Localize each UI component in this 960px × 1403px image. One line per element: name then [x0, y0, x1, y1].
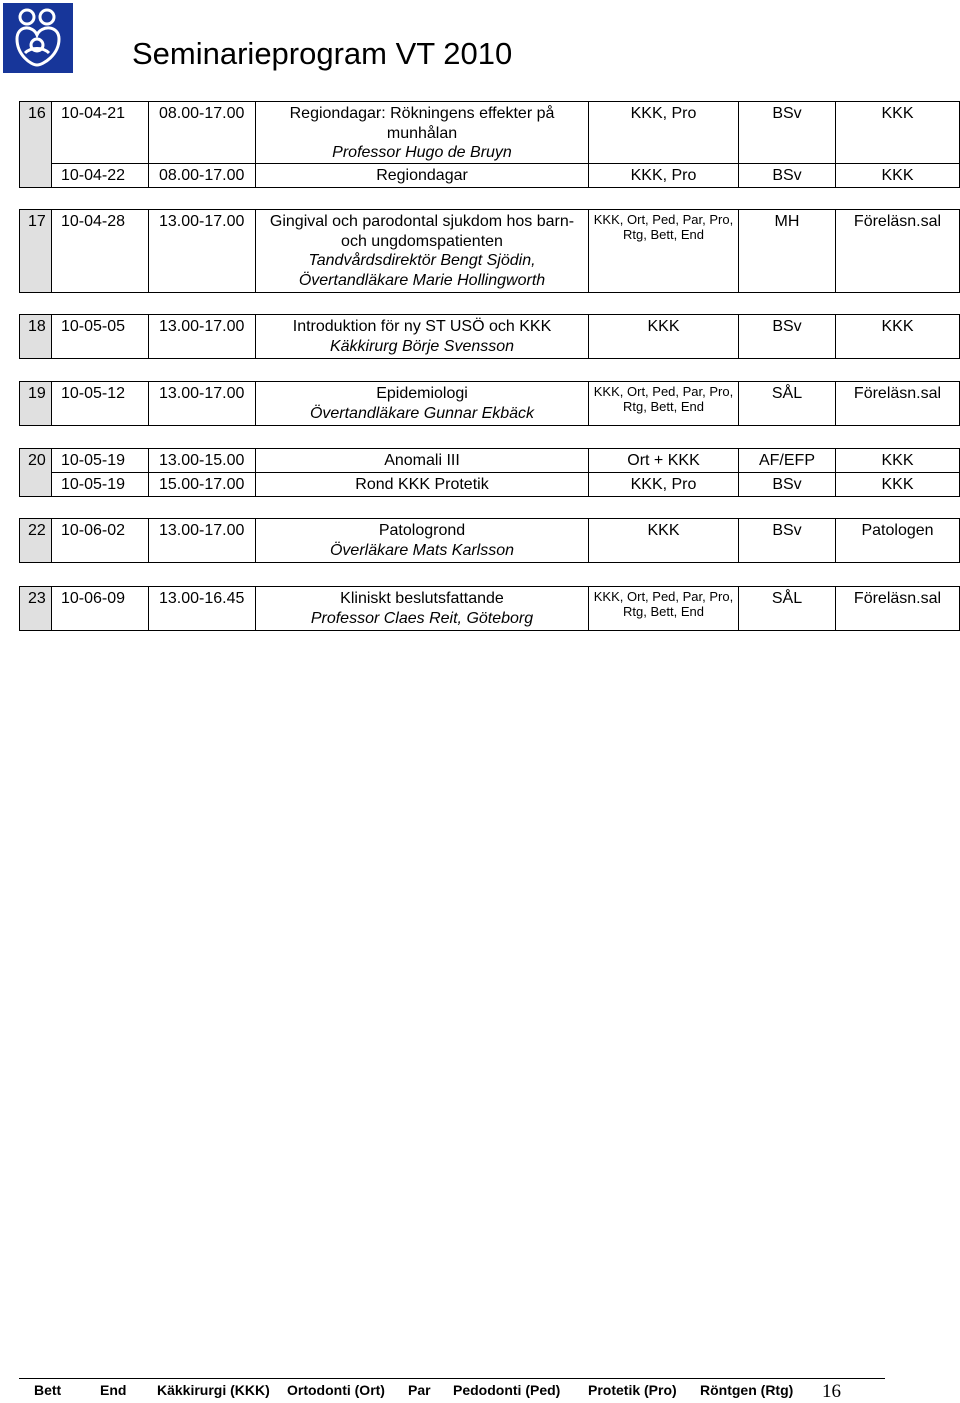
- legend-item: End: [100, 1382, 127, 1398]
- session-place: KKK: [836, 102, 960, 164]
- table-row: [20, 210, 960, 293]
- legend-item: Käkkirurgi (KKK): [157, 1382, 270, 1398]
- session-date: 10-05-19: [52, 473, 149, 497]
- topic-line: Anomali III: [384, 452, 460, 469]
- session-place: KKK: [836, 163, 960, 187]
- speaker-line: Övertandläkare Gunnar Ekbäck: [309, 404, 535, 422]
- topic-line: Regiondagar: Rökningens effekter på: [289, 105, 555, 122]
- session-responsible: SÅL: [739, 382, 836, 426]
- session-place: Föreläsn.sal: [836, 382, 960, 426]
- speaker-line: Käkkirurg Börje Svensson: [329, 337, 515, 355]
- session-topic: [256, 519, 589, 563]
- topic-line: Rond KKK Protetik: [355, 476, 489, 493]
- session-number: 23: [20, 587, 52, 631]
- session-topic: [256, 163, 589, 187]
- session-place: KKK: [836, 315, 960, 359]
- session-group: KKK: [589, 315, 739, 359]
- session-table: [19, 586, 960, 631]
- session-place: Föreläsn.sal: [836, 587, 960, 631]
- session-table: [19, 209, 960, 293]
- session-time: 13.00-17.00: [149, 519, 256, 563]
- topic-line: Patologrond: [378, 522, 466, 539]
- footer-rule: [19, 1378, 885, 1379]
- session-date: 10-04-28: [52, 210, 149, 293]
- session-number: 18: [20, 315, 52, 359]
- speaker-line: Professor Claes Reit, Göteborg: [310, 609, 534, 627]
- speaker-line: Överläkare Mats Karlsson: [329, 541, 515, 559]
- session-responsible: BSv: [739, 163, 836, 187]
- session-topic: [256, 473, 589, 497]
- session-date: 10-05-12: [52, 382, 149, 426]
- session-number: 17: [20, 210, 52, 293]
- session-group: KKK, Ort, Ped, Par, Pro, Rtg, Bett, End: [589, 587, 739, 631]
- session-topic: [256, 102, 589, 164]
- session-group: KKK, Ort, Ped, Par, Pro, Rtg, Bett, End: [589, 382, 739, 426]
- table-row: [20, 163, 960, 187]
- people-hug-logo-icon: [3, 3, 73, 73]
- topic-line: Introduktion för ny ST USÖ och KKK: [292, 318, 552, 335]
- legend-item: Par: [408, 1382, 431, 1398]
- session-group: KKK, Pro: [589, 102, 739, 164]
- session-time: 13.00-17.00: [149, 382, 256, 426]
- session-responsible: SÅL: [739, 587, 836, 631]
- speaker-line: Tandvårdsdirektör Bengt Sjödin,: [308, 252, 536, 269]
- session-number: 19: [20, 382, 52, 426]
- session-topic: [256, 210, 589, 293]
- session-date: 10-04-22: [52, 163, 149, 187]
- session-responsible: BSv: [739, 315, 836, 359]
- logo: [3, 3, 73, 73]
- session-topic: [256, 587, 589, 631]
- speaker-line: Övertandläkare Marie Hollingworth: [298, 271, 546, 289]
- session-group: KKK, Pro: [589, 163, 739, 187]
- session-place: Föreläsn.sal: [836, 210, 960, 293]
- session-time: 13.00-16.45: [149, 587, 256, 631]
- legend-item: Röntgen (Rtg): [700, 1382, 794, 1398]
- session-date: 10-05-19: [52, 449, 149, 473]
- session-table: [19, 381, 960, 426]
- session-time: 08.00-17.00: [149, 102, 256, 164]
- session-number: 20: [20, 449, 52, 497]
- session-responsible: MH: [739, 210, 836, 293]
- session-group: KKK, Pro: [589, 473, 739, 497]
- session-responsible: BSv: [739, 519, 836, 563]
- topic-line: munhålan: [386, 124, 458, 142]
- topic-line: och ungdomspatienten: [341, 232, 503, 250]
- table-row: [20, 473, 960, 497]
- session-group: KKK: [589, 519, 739, 563]
- session-number: 22: [20, 519, 52, 563]
- session-time: 13.00-17.00: [149, 315, 256, 359]
- table-row: [20, 102, 960, 164]
- session-place: KKK: [836, 473, 960, 497]
- session-date: 10-06-09: [52, 587, 149, 631]
- session-topic: [256, 382, 589, 426]
- session-topic: [256, 315, 589, 359]
- session-time: 13.00-15.00: [149, 449, 256, 473]
- session-group: KKK, Ort, Ped, Par, Pro, Rtg, Bett, End: [589, 210, 739, 293]
- session-time: 15.00-17.00: [149, 473, 256, 497]
- legend-item: Pedodonti (Ped): [453, 1382, 561, 1398]
- topic-line: Regiondagar: [376, 166, 468, 184]
- session-table: [19, 518, 960, 563]
- page-number: 16: [822, 1381, 841, 1402]
- session-responsible: BSv: [739, 102, 836, 164]
- legend-item: Bett: [34, 1382, 62, 1398]
- session-time: 08.00-17.00: [149, 163, 256, 187]
- session-time: 13.00-17.00: [149, 210, 256, 293]
- speaker-line: Professor Hugo de Bruyn: [332, 144, 512, 161]
- session-date: 10-05-05: [52, 315, 149, 359]
- table-row: [20, 519, 960, 563]
- session-table: [19, 314, 960, 359]
- topic-line: Kliniskt beslutsfattande: [340, 590, 504, 607]
- page-title: Seminarieprogram VT 2010: [132, 36, 513, 71]
- table-row: [20, 587, 960, 631]
- legend-item: Protetik (Pro): [588, 1382, 677, 1398]
- session-group: Ort + KKK: [589, 449, 739, 473]
- session-number: 16: [20, 102, 52, 188]
- table-row: [20, 315, 960, 359]
- legend-item: Ortodonti (Ort): [287, 1382, 385, 1398]
- table-row: [20, 382, 960, 426]
- session-table: [19, 448, 960, 497]
- topic-line: Epidemiologi: [376, 385, 468, 402]
- session-responsible: AF/EFP: [739, 449, 836, 473]
- session-table: [19, 101, 960, 188]
- session-responsible: BSv: [739, 473, 836, 497]
- session-place: KKK: [836, 449, 960, 473]
- session-date: 10-06-02: [52, 519, 149, 563]
- session-date: 10-04-21: [52, 102, 149, 164]
- session-place: Patologen: [836, 519, 960, 563]
- topic-line: Gingival och parodontal sjukdom hos barn-: [269, 213, 575, 230]
- table-row: [20, 449, 960, 473]
- session-topic: [256, 449, 589, 473]
